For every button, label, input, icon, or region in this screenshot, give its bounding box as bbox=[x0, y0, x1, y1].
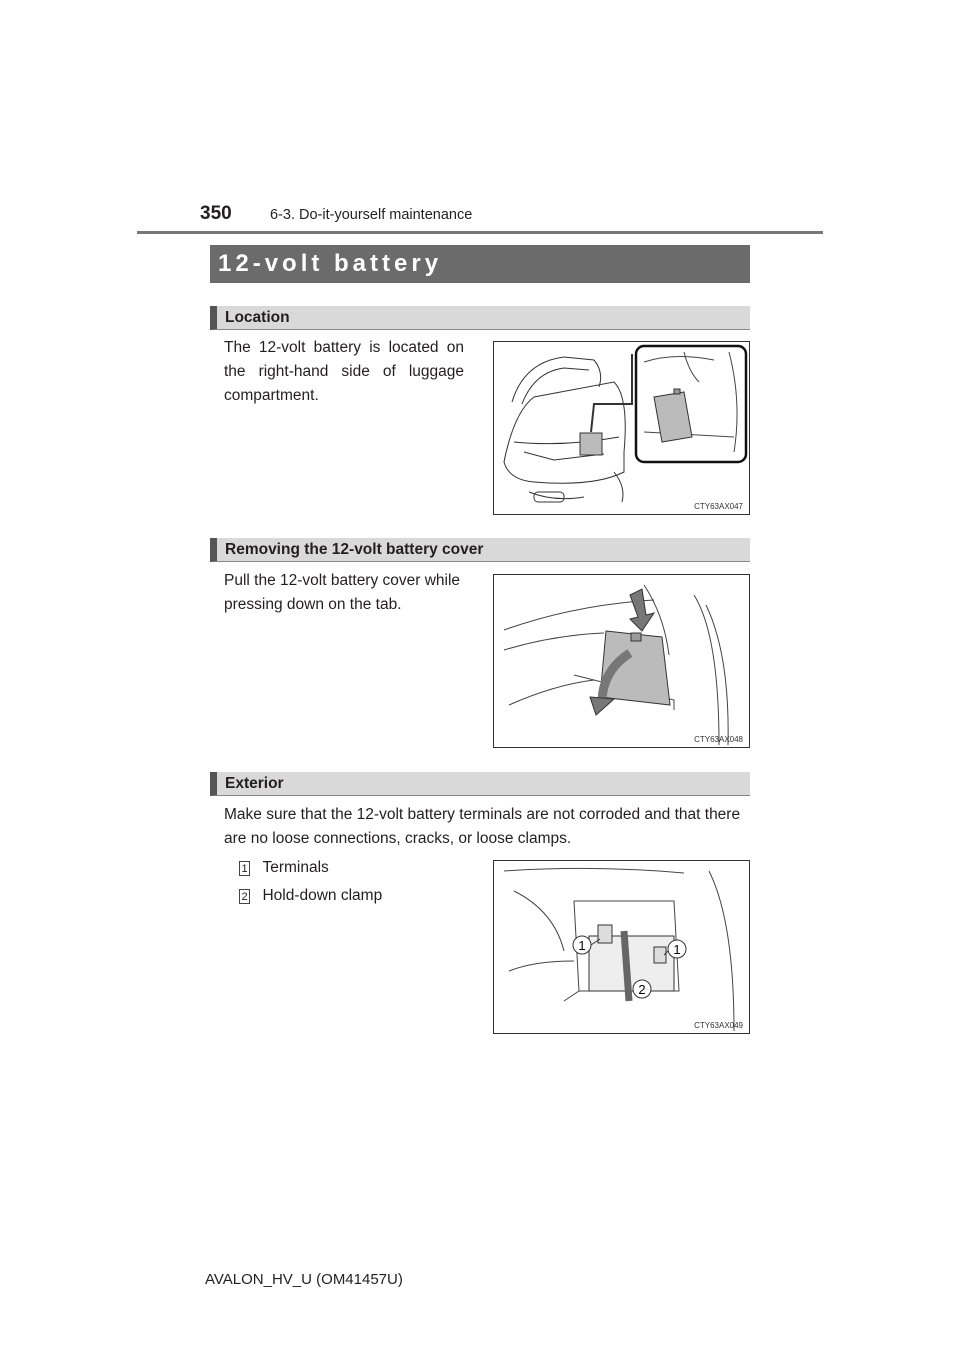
location-text: The 12-volt battery is located on the right-hand side of luggage compartment. bbox=[224, 339, 464, 404]
svg-text:1: 1 bbox=[578, 938, 586, 953]
section-heading-exterior: Exterior bbox=[210, 772, 750, 796]
cover-removal-illustration bbox=[494, 575, 750, 748]
trunk-illustration bbox=[494, 342, 750, 515]
page-number: 350 bbox=[200, 203, 232, 224]
figure-trunk-location bbox=[493, 341, 750, 515]
figure-code: CTY63AX047 bbox=[694, 502, 743, 511]
header-rule bbox=[137, 231, 823, 234]
tab-shape bbox=[631, 633, 641, 641]
pull-arrow-icon bbox=[590, 697, 614, 715]
figure-code: CTY63AX049 bbox=[694, 1021, 743, 1030]
clamp-shape bbox=[624, 931, 629, 1001]
page-title: 12-volt battery bbox=[210, 245, 750, 283]
figure-code: CTY63AX048 bbox=[694, 735, 743, 744]
item-label: Hold-down clamp bbox=[262, 887, 383, 904]
svg-text:2: 2 bbox=[638, 982, 646, 997]
battery-illustration bbox=[494, 861, 750, 1034]
section-heading-location: Location bbox=[210, 306, 750, 330]
list-item bbox=[239, 884, 382, 908]
figure-cover-removal bbox=[493, 574, 750, 748]
section-heading-removing: Removing the 12-volt battery cover bbox=[210, 538, 750, 562]
removing-text: Pull the 12-volt battery cover while pressing down on the tab. bbox=[224, 572, 461, 613]
footer-document-code: AVALON_HV_U (OM41457U) bbox=[205, 1271, 403, 1288]
svg-text:1: 1 bbox=[673, 942, 681, 957]
item-number: 2 bbox=[239, 889, 250, 904]
figure-battery-exterior bbox=[493, 860, 750, 1034]
item-number: 1 bbox=[239, 861, 250, 876]
callout-clamp bbox=[633, 980, 651, 998]
exterior-text: Make sure that the 12-volt battery terminals are not corroded and that there are no loose connections, cracks, or loose clamps. bbox=[224, 806, 741, 847]
list-item bbox=[239, 856, 329, 880]
chapter-title: 6-3. Do-it-yourself maintenance bbox=[270, 207, 473, 223]
item-label: Terminals bbox=[262, 859, 329, 876]
